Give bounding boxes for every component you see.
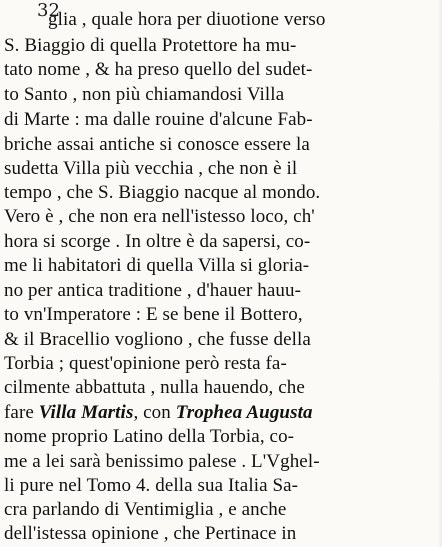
text-line: S. Biaggio di quella Protettore ha mu-: [4, 35, 297, 56]
text-line: cra parlando di Ventimiglia , e anche: [4, 499, 287, 520]
text-line: nome proprio Latino della Torbia, co-: [4, 426, 295, 447]
text-line: tempo , che S. Biaggio nacque al mondo.: [4, 182, 321, 203]
text-line: to Santo , non più chiamandosi Villa: [4, 84, 285, 105]
page-number: 32: [37, 0, 60, 21]
text-line: sudetta Villa più vecchia , che non è il: [4, 158, 298, 179]
text-line: no per antica traditione , d'hauer hauu-: [4, 280, 302, 301]
italic-phrase: Villa Martis: [38, 402, 134, 423]
text-line: li pure nel Tomo 4. della sua Italia Sa-: [4, 475, 299, 496]
text-line: Torbia ; quest'opinione però resta fa-: [4, 353, 287, 374]
text-line-with-italics: [4, 401, 313, 425]
text-line: to vn'Imperatore : E se bene il Bottero,: [4, 304, 303, 325]
text-line: briche assai antiche si conosce essere la: [4, 134, 310, 155]
text-line: & il Bracellio vogliono , che fusse della: [4, 329, 311, 350]
text-line: cilmente abbattuta , nulla hauendo, che: [4, 377, 305, 398]
text-line: me li habitatori di quella Villa si gloria-: [4, 255, 310, 276]
text-line: di Marte : ma dalle rouine d'alcune Fab-: [4, 109, 313, 130]
text-line: me a lei sarà benissimo palese . L'Vghel-: [4, 451, 320, 472]
italic-phrase: Trophea Augusta: [175, 402, 313, 423]
text-line: glia , quale hora per diuotione verso: [48, 9, 326, 30]
page-edge-shadow: [438, 0, 442, 547]
text-segment: , con: [133, 402, 176, 423]
text-line: dell'istessa opinione , che Pertinace in: [4, 523, 297, 544]
text-line: tato nome , & ha preso quello del sudet-: [4, 59, 313, 80]
text-line: Vero è , che non era nell'istesso loco, ch': [4, 206, 315, 227]
text-line: hora si scorge . In oltre è da sapersi, co-: [4, 231, 311, 252]
text-segment: fare: [4, 402, 39, 423]
